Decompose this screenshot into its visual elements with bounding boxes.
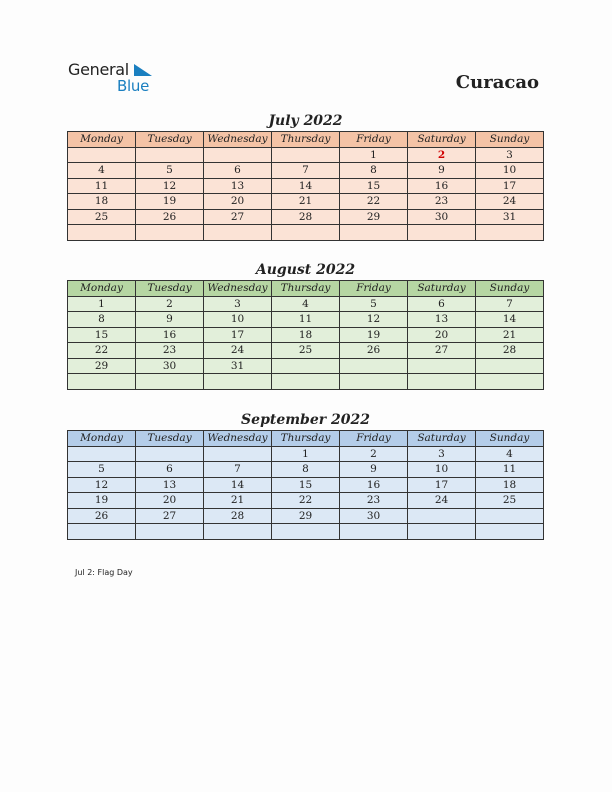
day-cell — [204, 446, 272, 462]
day-cell — [408, 508, 476, 524]
day-cell: 5 — [68, 462, 136, 478]
day-cell: 2 — [408, 147, 476, 163]
week-row — [68, 327, 544, 343]
day-cell: 2 — [136, 296, 204, 312]
weekday-header: Wednesday — [204, 281, 272, 297]
day-cell: 26 — [340, 343, 408, 359]
day-cell — [204, 147, 272, 163]
day-cell — [272, 374, 340, 390]
weekday-header: Friday — [340, 281, 408, 297]
day-cell: 31 — [476, 209, 544, 225]
weekday-header: Monday — [68, 431, 136, 447]
day-cell: 4 — [272, 296, 340, 312]
day-cell: 26 — [136, 209, 204, 225]
day-cell: 15 — [272, 477, 340, 493]
day-cell: 12 — [340, 312, 408, 328]
day-cell — [136, 225, 204, 241]
day-cell: 13 — [204, 178, 272, 194]
day-cell: 28 — [204, 508, 272, 524]
month-title: August 2022 — [255, 262, 356, 278]
day-cell: 19 — [340, 327, 408, 343]
day-cell: 20 — [136, 493, 204, 509]
month-title: July 2022 — [268, 113, 343, 129]
day-cell: 8 — [340, 163, 408, 179]
day-cell — [68, 225, 136, 241]
day-cell: 25 — [476, 493, 544, 509]
day-cell: 30 — [340, 508, 408, 524]
day-cell: 7 — [476, 296, 544, 312]
day-cell: 10 — [476, 163, 544, 179]
week-row — [68, 209, 544, 225]
day-cell — [136, 446, 204, 462]
month-grid — [67, 430, 544, 540]
day-cell: 19 — [136, 194, 204, 210]
day-cell: 25 — [68, 209, 136, 225]
day-cell: 8 — [68, 312, 136, 328]
day-cell: 14 — [476, 312, 544, 328]
weekday-header: Wednesday — [204, 132, 272, 148]
weekday-header: Tuesday — [136, 431, 204, 447]
week-row — [68, 358, 544, 374]
generalblue-logo — [68, 60, 168, 96]
day-cell: 30 — [136, 358, 204, 374]
weekday-header: Saturday — [408, 132, 476, 148]
day-cell: 31 — [204, 358, 272, 374]
day-cell: 13 — [136, 477, 204, 493]
week-row — [68, 493, 544, 509]
weekday-header-row — [68, 132, 544, 148]
day-cell — [340, 225, 408, 241]
day-cell: 29 — [340, 209, 408, 225]
day-cell: 26 — [68, 508, 136, 524]
day-cell — [204, 524, 272, 540]
week-row — [68, 312, 544, 328]
day-cell: 7 — [272, 163, 340, 179]
day-cell: 8 — [272, 462, 340, 478]
day-cell — [136, 524, 204, 540]
day-cell: 23 — [136, 343, 204, 359]
day-cell: 27 — [408, 343, 476, 359]
day-cell: 18 — [68, 194, 136, 210]
day-cell — [136, 147, 204, 163]
day-cell: 18 — [272, 327, 340, 343]
day-cell — [136, 374, 204, 390]
week-row — [68, 225, 544, 241]
day-cell: 4 — [68, 163, 136, 179]
day-cell — [476, 508, 544, 524]
day-cell: 27 — [204, 209, 272, 225]
weekday-header: Monday — [68, 281, 136, 297]
day-cell: 22 — [340, 194, 408, 210]
day-cell — [408, 225, 476, 241]
weekday-header: Thursday — [272, 431, 340, 447]
month-calendar — [67, 260, 544, 390]
day-cell: 28 — [476, 343, 544, 359]
day-cell: 24 — [408, 493, 476, 509]
day-cell: 20 — [204, 194, 272, 210]
day-cell: 6 — [136, 462, 204, 478]
day-cell — [340, 358, 408, 374]
day-cell: 16 — [340, 477, 408, 493]
day-cell: 1 — [340, 147, 408, 163]
day-cell — [476, 524, 544, 540]
day-cell: 12 — [136, 178, 204, 194]
day-cell: 22 — [272, 493, 340, 509]
day-cell: 21 — [272, 194, 340, 210]
day-cell: 16 — [136, 327, 204, 343]
day-cell: 7 — [204, 462, 272, 478]
weekday-header: Thursday — [272, 132, 340, 148]
day-cell — [204, 374, 272, 390]
country-title: Curacao — [455, 72, 539, 93]
weekday-header: Sunday — [476, 132, 544, 148]
week-row — [68, 178, 544, 194]
day-cell: 9 — [408, 163, 476, 179]
day-cell: 22 — [68, 343, 136, 359]
weekday-header: Saturday — [408, 281, 476, 297]
day-cell — [408, 374, 476, 390]
day-cell: 16 — [408, 178, 476, 194]
day-cell — [408, 524, 476, 540]
weekday-header-row — [68, 281, 544, 297]
day-cell: 23 — [340, 493, 408, 509]
day-cell: 5 — [136, 163, 204, 179]
weekday-header: Friday — [340, 132, 408, 148]
week-row — [68, 462, 544, 478]
day-cell: 1 — [68, 296, 136, 312]
week-row — [68, 446, 544, 462]
month-title: September 2022 — [241, 412, 370, 428]
day-cell: 12 — [68, 477, 136, 493]
day-cell: 4 — [476, 446, 544, 462]
day-cell: 11 — [272, 312, 340, 328]
logo-triangle-icon — [134, 64, 152, 76]
day-cell — [204, 225, 272, 241]
day-cell: 2 — [340, 446, 408, 462]
day-cell: 14 — [204, 477, 272, 493]
month-grid — [67, 280, 544, 390]
day-cell: 15 — [340, 178, 408, 194]
day-cell: 18 — [476, 477, 544, 493]
month-calendar — [67, 111, 544, 241]
logo-word-general: General — [68, 60, 129, 79]
day-cell — [272, 225, 340, 241]
day-cell: 21 — [204, 493, 272, 509]
day-cell: 3 — [408, 446, 476, 462]
week-row — [68, 374, 544, 390]
day-cell — [476, 374, 544, 390]
holiday-notes — [75, 568, 133, 577]
week-row — [68, 194, 544, 210]
weekday-header: Saturday — [408, 431, 476, 447]
weekday-header: Friday — [340, 431, 408, 447]
day-cell — [476, 225, 544, 241]
day-cell: 11 — [476, 462, 544, 478]
logo-word-blue: Blue — [117, 77, 149, 95]
week-row — [68, 508, 544, 524]
day-cell: 19 — [68, 493, 136, 509]
week-row — [68, 524, 544, 540]
weekday-header: Tuesday — [136, 132, 204, 148]
day-cell: 5 — [340, 296, 408, 312]
day-cell: 3 — [204, 296, 272, 312]
weekday-header: Monday — [68, 132, 136, 148]
day-cell: 25 — [272, 343, 340, 359]
weekday-header-row — [68, 431, 544, 447]
day-cell — [272, 358, 340, 374]
day-cell: 3 — [476, 147, 544, 163]
day-cell: 29 — [68, 358, 136, 374]
day-cell: 23 — [408, 194, 476, 210]
day-cell: 29 — [272, 508, 340, 524]
day-cell: 21 — [476, 327, 544, 343]
weekday-header: Wednesday — [204, 431, 272, 447]
day-cell: 9 — [136, 312, 204, 328]
week-row — [68, 147, 544, 163]
day-cell: 15 — [68, 327, 136, 343]
day-cell — [476, 358, 544, 374]
day-cell: 28 — [272, 209, 340, 225]
day-cell: 6 — [408, 296, 476, 312]
day-cell: 10 — [408, 462, 476, 478]
weekday-header: Thursday — [272, 281, 340, 297]
day-cell: 11 — [68, 178, 136, 194]
day-cell: 17 — [204, 327, 272, 343]
week-row — [68, 163, 544, 179]
day-cell — [272, 147, 340, 163]
day-cell: 14 — [272, 178, 340, 194]
day-cell: 17 — [476, 178, 544, 194]
weekday-header: Sunday — [476, 431, 544, 447]
week-row — [68, 477, 544, 493]
day-cell: 24 — [476, 194, 544, 210]
day-cell — [68, 147, 136, 163]
day-cell: 10 — [204, 312, 272, 328]
weekday-header: Tuesday — [136, 281, 204, 297]
month-calendar — [67, 410, 544, 540]
week-row — [68, 343, 544, 359]
weekday-header: Sunday — [476, 281, 544, 297]
day-cell: 1 — [272, 446, 340, 462]
week-row — [68, 296, 544, 312]
day-cell — [68, 374, 136, 390]
day-cell — [68, 524, 136, 540]
day-cell: 30 — [408, 209, 476, 225]
day-cell: 17 — [408, 477, 476, 493]
day-cell — [340, 374, 408, 390]
day-cell: 27 — [136, 508, 204, 524]
day-cell: 24 — [204, 343, 272, 359]
day-cell — [340, 524, 408, 540]
day-cell — [272, 524, 340, 540]
month-grid — [67, 131, 544, 241]
holiday-note: Jul 2: Flag Day — [75, 568, 133, 577]
day-cell: 13 — [408, 312, 476, 328]
day-cell — [408, 358, 476, 374]
day-cell: 20 — [408, 327, 476, 343]
day-cell: 9 — [340, 462, 408, 478]
day-cell — [68, 446, 136, 462]
day-cell: 6 — [204, 163, 272, 179]
